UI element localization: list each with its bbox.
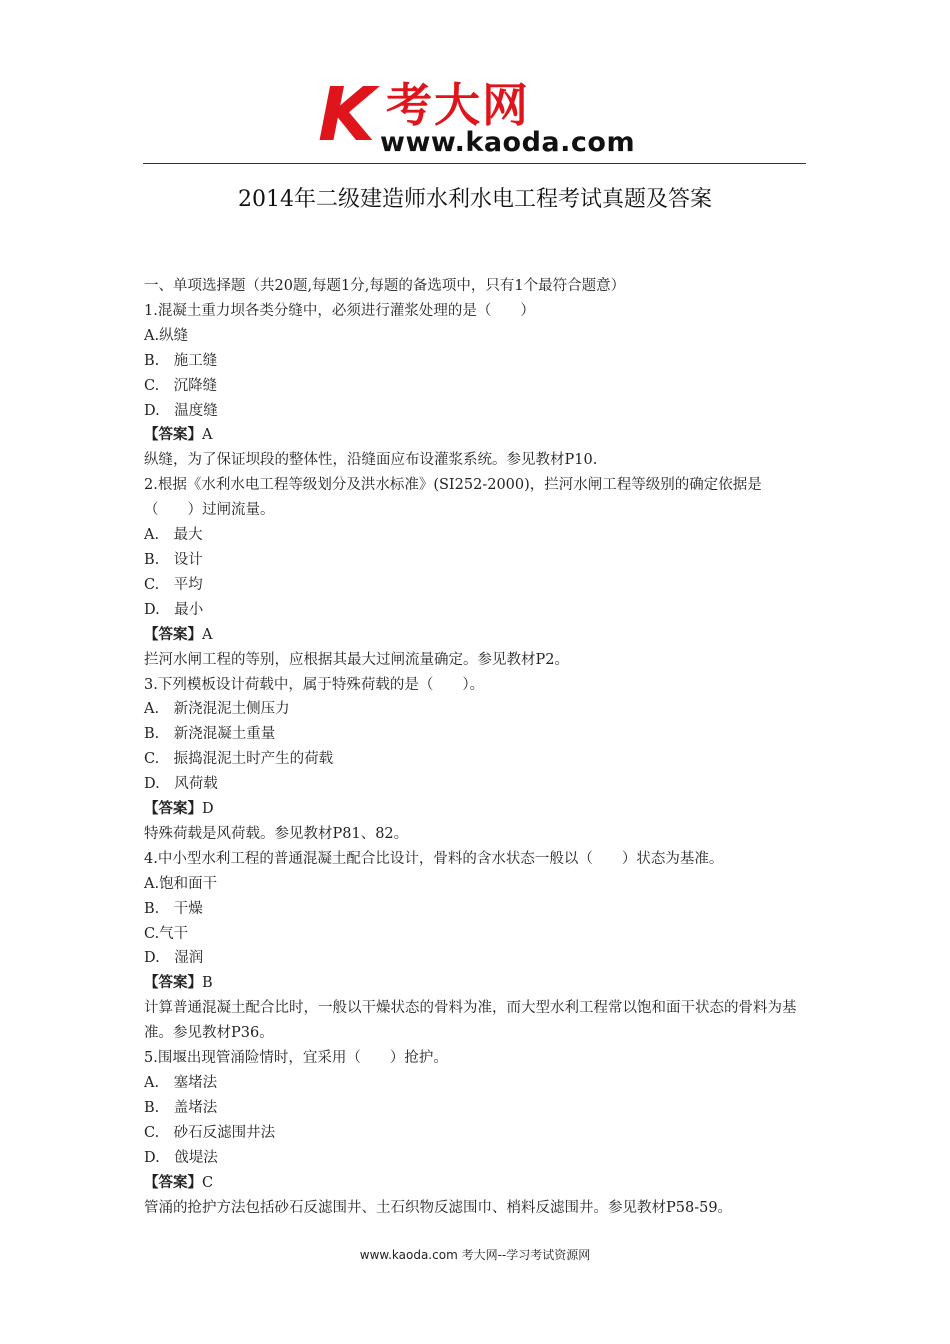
answer-explanation: 拦河水闸工程的等别，应根据其最大过闸流量确定。参见教材P2。 (144, 651, 569, 668)
header-divider (143, 163, 806, 164)
answer-tag: 【答案】 (144, 975, 202, 992)
page-footer: www.kaoda.com 考大网--学习考试资源网 (359, 1248, 591, 1262)
answer-value: D (202, 801, 214, 818)
answer-explanation: 管涌的抢护方法包括砂石反滤围井、土石织物反滤围巾、梢料反滤围井。参见教材P58-59。 (144, 1199, 733, 1216)
answer-line (144, 423, 808, 448)
answer-tag: 【答案】 (144, 427, 202, 444)
section-heading: 一、单项选择题（共20题,每题1分,每题的备选项中，只有1个最符合题意） (144, 278, 626, 294)
answer-explanation: 纵缝，为了保证坝段的整体性，沿缝面应布设灌浆系统。参见教材P10. (144, 452, 598, 469)
option-c: C. 砂石反滤围井法 (144, 1124, 276, 1141)
question-stem: 2.根据《水利水电工程等级划分及洪水标准》(SI252-2000)，拦河水闸工程等级别的确定依据是（ ）过闸流量。 (144, 477, 762, 519)
option-d: D. 风荷载 (144, 776, 218, 793)
option-b: B. 新浇混凝土重量 (144, 726, 276, 743)
option-d: D. 戗堤法 (144, 1149, 218, 1166)
option-c: C. 平均 (144, 576, 203, 593)
answer-value: A (202, 626, 213, 643)
logo-url: www.kaoda.com (380, 127, 636, 158)
option-a: A.纵缝 (144, 327, 189, 344)
answer-explanation: 特殊荷载是风荷载。参见教材P81、82。 (144, 825, 409, 842)
option-c: C. 沉降缝 (144, 377, 218, 394)
option-d: D. 湿润 (144, 950, 204, 967)
answer-line (144, 1171, 808, 1196)
option-b: B. 设计 (144, 551, 203, 568)
question-stem: 5.围堰出现管涌险情时，宜采用（ ）抢护。 (144, 1050, 448, 1067)
option-b: B. 施工缝 (144, 352, 218, 369)
logo-k-letter: K (318, 72, 374, 158)
option-a: A. 最大 (144, 527, 203, 544)
option-a: A.饱和面干 (144, 875, 218, 892)
option-c: C. 振捣混泥土时产生的荷载 (144, 751, 334, 768)
option-a: A. 塞堵法 (144, 1075, 218, 1091)
option-d: D. 温度缝 (144, 402, 218, 419)
question-stem: 3.下列模板设计荷载中，属于特殊荷载的是（ ）。 (144, 676, 485, 693)
answer-tag: 【答案】 (144, 801, 202, 818)
answer-value: A (202, 427, 213, 444)
option-d: D. 最小 (144, 601, 204, 618)
document-body (144, 274, 808, 1220)
answer-tag: 【答案】 (144, 626, 202, 643)
option-b: B. 干燥 (144, 900, 203, 917)
option-b: B. 盖堵法 (144, 1099, 218, 1116)
answer-value: B (202, 975, 213, 992)
kaoda-logo (318, 72, 648, 160)
answer-tag: 【答案】 (144, 1174, 202, 1191)
answer-value: C (202, 1174, 214, 1191)
option-a: A. 新浇混泥土侧压力 (144, 701, 290, 718)
document-title: 2014年二级建造师水利水电工程考试真题及答案 (238, 187, 712, 212)
answer-line (144, 971, 808, 996)
question-stem: 4.中小型水利工程的普通混凝土配合比设计，骨料的含水状态一般以（ ）状态为基准。 (144, 850, 724, 867)
logo-site-name: 考大网 (386, 78, 530, 132)
question-stem: 1.混凝土重力坝各类分缝中，必须进行灌浆处理的是（ ） (144, 302, 535, 319)
option-c: C.气干 (144, 925, 189, 942)
answer-line (144, 797, 808, 822)
answer-line (144, 623, 808, 648)
answer-explanation: 计算普通混凝土配合比时，一般以干燥状态的骨料为准，而大型水利工程常以饱和面干状态的骨料为基准。参见教材P36。 (144, 1000, 797, 1042)
